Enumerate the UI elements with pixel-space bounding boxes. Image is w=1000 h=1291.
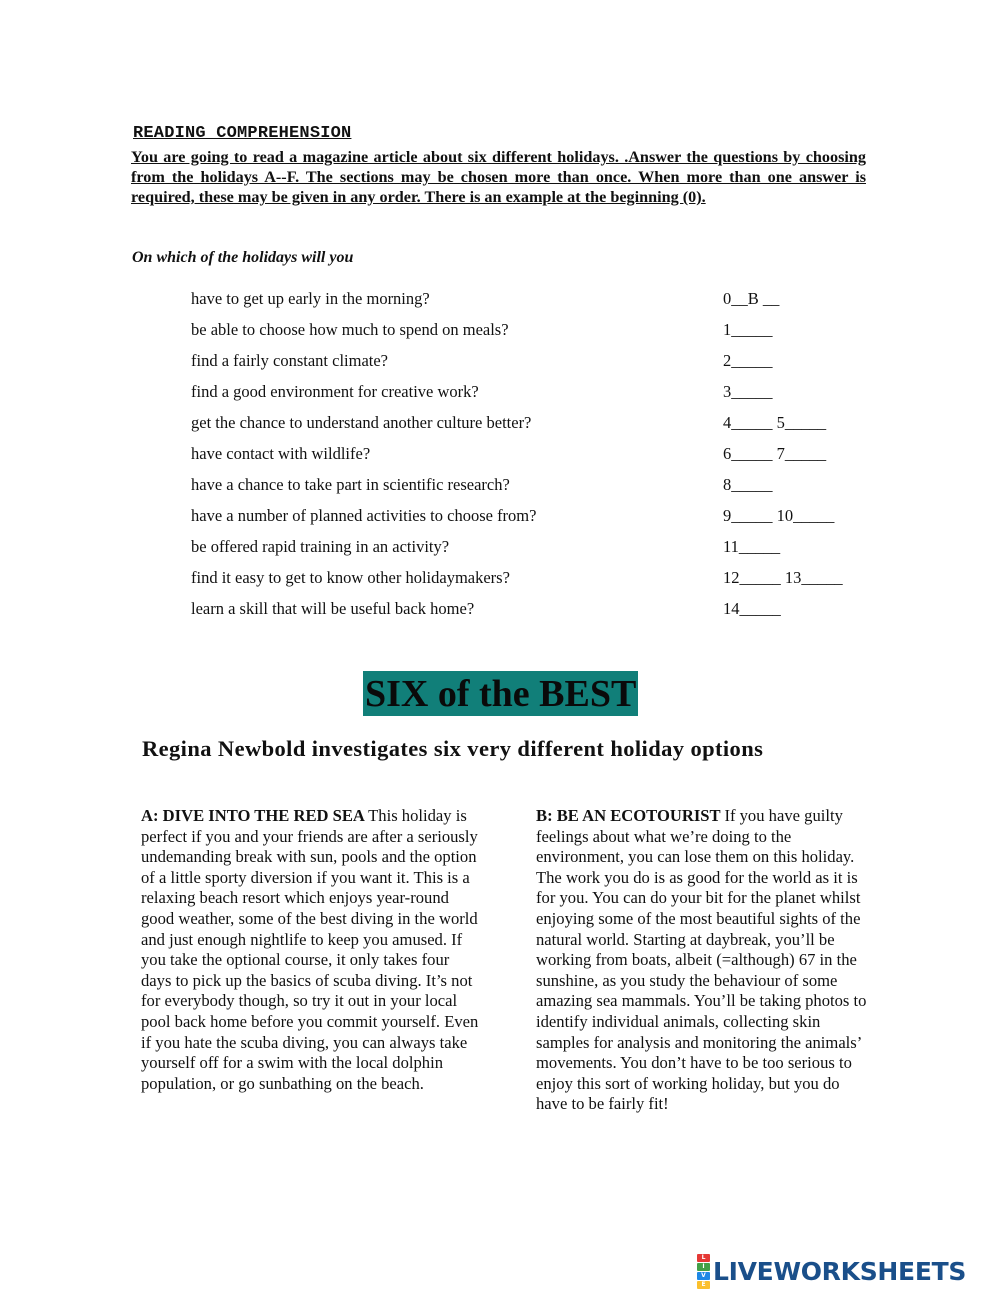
question-text: find a fairly constant climate? bbox=[191, 351, 389, 370]
section-body: This holiday is perfect if you and your friends are after a seriously undemanding break with sun, pools and the option of a little sporty diversion if you want it. This is a relaxing beach resort which enjoys year-round good weather, some of the best diving in the world and just enough nightlife to keep you amused. If you take the optional course, it only takes four days to pick up the basics of scuba diving. It’s not for everybody though, so try it out in your local pool back home before you commit yourself. Even if you hate the scuba diving, you can always take yourself off for a swim with the local dolphin population, or go sunbathing on the beach. bbox=[141, 806, 479, 1093]
question-text: find a good environment for creative work? bbox=[191, 382, 479, 401]
question-row bbox=[191, 287, 891, 318]
article-section-b bbox=[536, 806, 871, 1115]
answer-blank[interactable]: 12_____ 13_____ bbox=[723, 568, 843, 587]
question-text: get the chance to understand another culture better? bbox=[191, 413, 532, 432]
answer-blank[interactable]: 8_____ bbox=[723, 475, 773, 494]
question-row bbox=[191, 411, 891, 442]
question-text: have to get up early in the morning? bbox=[191, 289, 430, 308]
logo-mark-letter: V bbox=[697, 1272, 710, 1280]
question-text: have contact with wildlife? bbox=[191, 444, 371, 463]
answer-blank[interactable]: 14_____ bbox=[723, 599, 781, 618]
logo-mark-letter: I bbox=[697, 1263, 710, 1271]
section-body: If you have guilty feelings about what we’re doing to the environment, you can lose them on this holiday. The work you do is as good for the world as it is for you. You can do your bit for the planet whilst enjoying some of the most beautiful sights of the natural world. Starting at daybreak, you’ll be working from boats, albeit (=although) 67 in the sunshine, as you study the behaviour of some amazing sea mammals. You’ll be taking photos to identify individual animals, collecting skin samples for analysis and monitoring the animals’ movements. You don’t have to be too serious to enjoy this sort of working holiday, but you do have to be fairly fit! bbox=[536, 806, 867, 1114]
answer-blank[interactable]: 9_____ 10_____ bbox=[723, 506, 835, 525]
question-row bbox=[191, 318, 891, 349]
question-row bbox=[191, 380, 891, 411]
logo-mark-letter: E bbox=[697, 1281, 710, 1289]
article-section-a bbox=[141, 806, 481, 1094]
article-title: SIX of the BEST bbox=[365, 673, 637, 715]
logo-mark-icon bbox=[697, 1254, 710, 1289]
answer-blank[interactable]: 2_____ bbox=[723, 351, 773, 370]
answer-blank: 0__B __ bbox=[723, 289, 780, 308]
logo-text: LIVEWORKSHEETS bbox=[713, 1256, 967, 1286]
question-list bbox=[191, 287, 891, 628]
question-row bbox=[191, 442, 891, 473]
question-text: find it easy to get to know other holidaymakers? bbox=[191, 568, 510, 587]
question-text: be able to choose how much to spend on meals? bbox=[191, 320, 509, 339]
question-row bbox=[191, 349, 891, 380]
answer-blank[interactable]: 6_____ 7_____ bbox=[723, 444, 827, 463]
question-row bbox=[191, 597, 891, 628]
article-subtitle: Regina Newbold investigates six very different holiday options bbox=[142, 736, 764, 761]
section-title: A: DIVE INTO THE RED SEA bbox=[141, 806, 369, 825]
question-row bbox=[191, 566, 891, 597]
question-text: have a chance to take part in scientific research? bbox=[191, 475, 510, 494]
answer-blank[interactable]: 11_____ bbox=[723, 537, 781, 556]
answer-blank[interactable]: 3_____ bbox=[723, 382, 773, 401]
question-text: have a number of planned activities to choose from? bbox=[191, 506, 537, 525]
question-prompt: On which of the holidays will you bbox=[132, 249, 354, 266]
instructions: You are going to read a magazine article about six different holidays. .Answer the questions by choosing from the holidays A--F. The sections may be chosen more than once. When more than one answer is required, these may be given in any order. There is an example at the beginning (0). bbox=[131, 148, 866, 206]
answer-blank[interactable]: 4_____ 5_____ bbox=[723, 413, 827, 432]
question-text: learn a skill that will be useful back home? bbox=[191, 599, 475, 618]
question-row bbox=[191, 535, 891, 566]
answer-blank[interactable]: 1_____ bbox=[723, 320, 773, 339]
question-text: be offered rapid training in an activity? bbox=[191, 537, 450, 556]
logo-mark-letter: L bbox=[697, 1254, 710, 1262]
question-row bbox=[191, 504, 891, 535]
question-row bbox=[191, 473, 891, 504]
liveworksheets-logo bbox=[697, 1254, 966, 1288]
section-heading: READING COMPREHENSION bbox=[133, 124, 352, 143]
section-title: B: BE AN ECOTOURIST bbox=[536, 806, 725, 825]
